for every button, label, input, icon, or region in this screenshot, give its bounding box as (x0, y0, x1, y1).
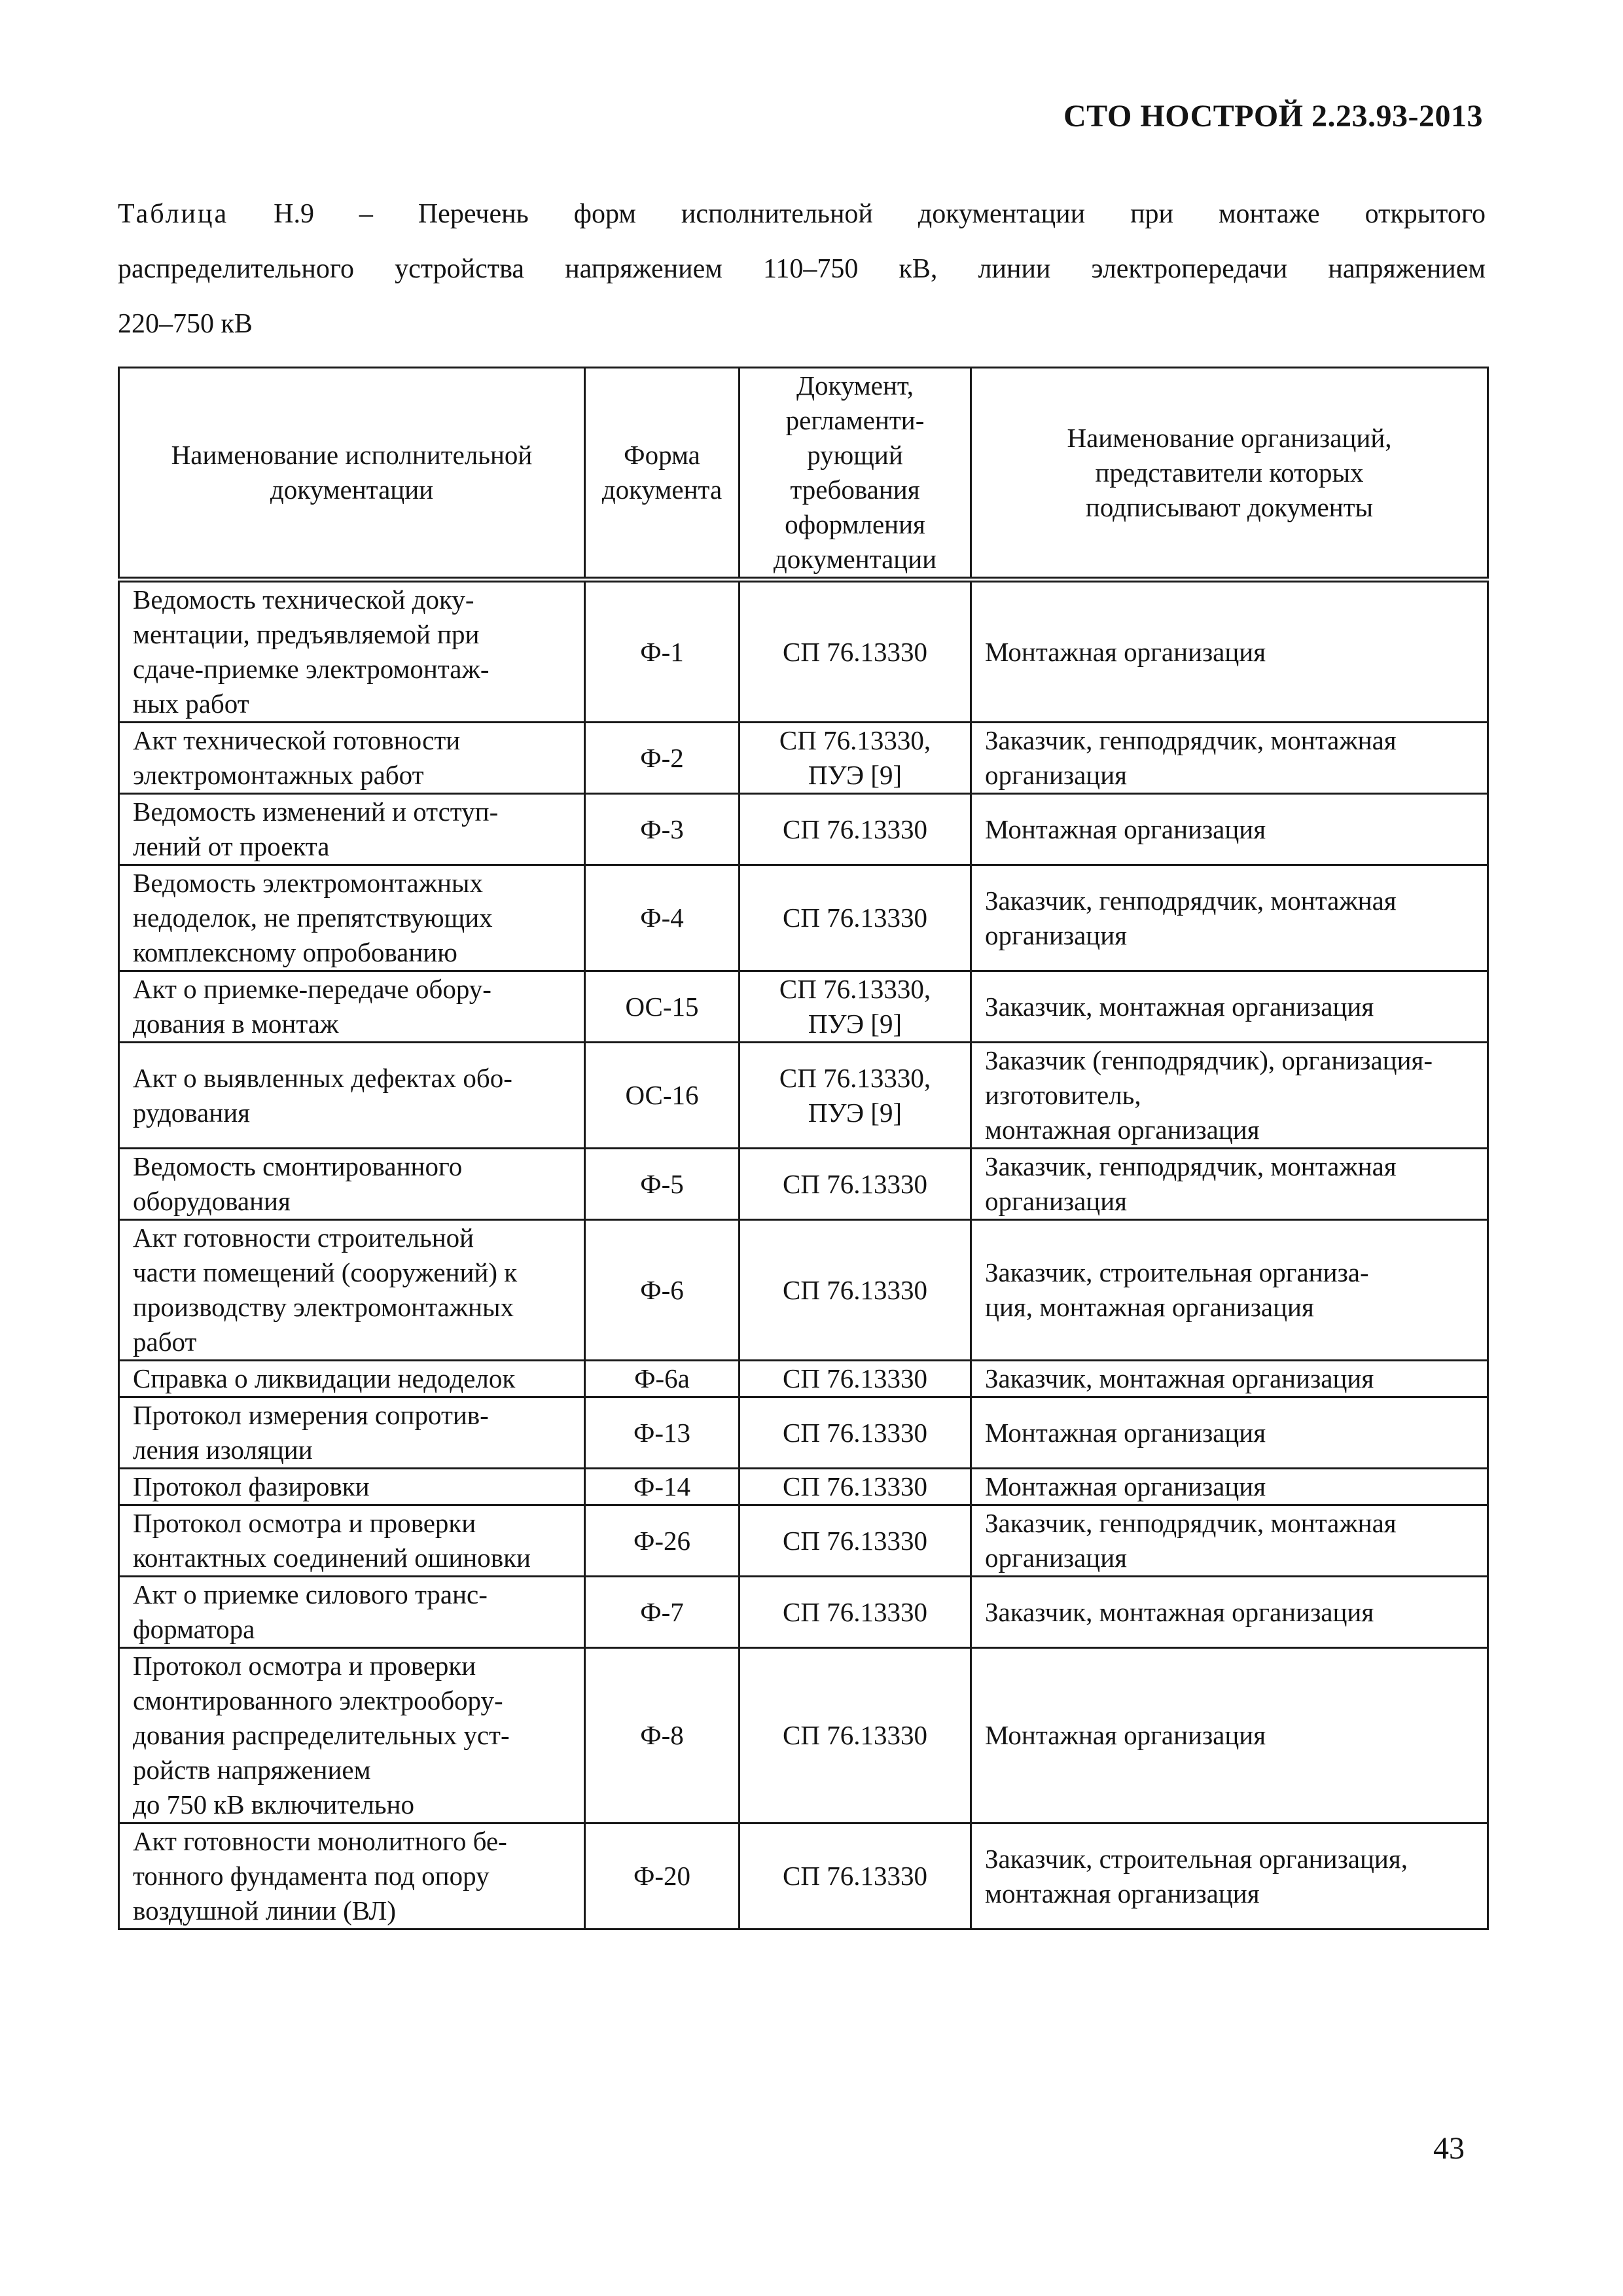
cell-organizations: Заказчик, генподрядчик, монтажная организация (971, 1149, 1488, 1220)
cell-regulation: СП 76.13330 (740, 865, 971, 971)
table-row (119, 723, 1488, 794)
cell-form: Ф-6а (585, 1361, 740, 1397)
cell-regulation: СП 76.13330 (740, 580, 971, 723)
caption-word: Таблица (118, 199, 229, 229)
page-number: 43 (1433, 2131, 1465, 2166)
table-row (119, 1505, 1488, 1577)
cell-document-name: Протокол фазировки (119, 1469, 585, 1505)
header-organizations-column: Наименование организаций, представители которых подписывают документы (971, 368, 1488, 580)
header-regulation-column: Документ, регламенти- рующий требования оформления документации (740, 368, 971, 580)
cell-organizations: Заказчик (генподрядчик), организация- изготовитель, монтажная организация (971, 1043, 1488, 1149)
cell-organizations: Заказчик, генподрядчик, монтажная организация (971, 723, 1488, 794)
cell-document-name: Ведомость смонтированного оборудования (119, 1149, 585, 1220)
cell-form: ОС-16 (585, 1043, 740, 1149)
cell-document-name: Акт технической готовности электромонтажных работ (119, 723, 585, 794)
cell-form: Ф-8 (585, 1648, 740, 1823)
cell-regulation: СП 76.13330 (740, 794, 971, 865)
cell-form: Ф-4 (585, 865, 740, 971)
cell-form: Ф-1 (585, 580, 740, 723)
cell-organizations: Заказчик, генподрядчик, монтажная организация (971, 865, 1488, 971)
cell-form: Ф-26 (585, 1505, 740, 1577)
cell-regulation: СП 76.13330 (740, 1577, 971, 1648)
cell-form: Ф-7 (585, 1577, 740, 1648)
cell-regulation: СП 76.13330, ПУЭ [9] (740, 1043, 971, 1149)
cell-document-name: Протокол осмотра и проверки смонтированного электрообору- дования распределительных уст- ройств напряжением до 750 кВ включительно (119, 1648, 585, 1823)
caption-line-1-text: Н.9 – Перечень форм исполнительной документации при монтаже открытого (274, 199, 1486, 229)
cell-organizations: Монтажная организация (971, 580, 1488, 723)
cell-document-name: Акт о приемке силового транс- форматора (119, 1577, 585, 1648)
table-row (119, 1469, 1488, 1505)
cell-organizations: Заказчик, генподрядчик, монтажная организация (971, 1505, 1488, 1577)
table-row (119, 1220, 1488, 1361)
cell-regulation: СП 76.13330 (740, 1397, 971, 1469)
cell-regulation: СП 76.13330 (740, 1361, 971, 1397)
table-row (119, 1397, 1488, 1469)
cell-regulation: СП 76.13330, ПУЭ [9] (740, 971, 971, 1043)
cell-organizations: Монтажная организация (971, 1397, 1488, 1469)
table-header (119, 368, 1488, 580)
table-row (119, 1149, 1488, 1220)
cell-regulation: СП 76.13330 (740, 1505, 971, 1577)
cell-organizations: Монтажная организация (971, 794, 1488, 865)
header-form-column: Форма документа (585, 368, 740, 580)
table-row (119, 971, 1488, 1043)
cell-form: Ф-2 (585, 723, 740, 794)
cell-regulation: СП 76.13330 (740, 1220, 971, 1361)
cell-form: Ф-20 (585, 1823, 740, 1929)
cell-document-name: Справка о ликвидации недоделок (119, 1361, 585, 1397)
cell-form: Ф-5 (585, 1149, 740, 1220)
cell-document-name: Акт готовности строительной части помещений (сооружений) к производству электромонтажных работ (119, 1220, 585, 1361)
table-row (119, 1823, 1488, 1929)
cell-form: Ф-14 (585, 1469, 740, 1505)
cell-document-name: Ведомость электромонтажных недоделок, не препятствующих комплексному опробованию (119, 865, 585, 971)
cell-organizations: Монтажная организация (971, 1648, 1488, 1823)
cell-document-name: Протокол измерения сопротив- ления изоляции (119, 1397, 585, 1469)
header-name-column: Наименование исполнительной документации (119, 368, 585, 580)
cell-document-name: Акт о приемке-передаче обору- дования в монтаж (119, 971, 585, 1043)
cell-regulation: СП 76.13330 (740, 1149, 971, 1220)
cell-organizations: Заказчик, монтажная организация (971, 971, 1488, 1043)
table-caption (118, 187, 1486, 351)
cell-document-name: Протокол осмотра и проверки контактных соединений ошиновки (119, 1505, 585, 1577)
caption-line-3: 220–750 кВ (118, 309, 253, 339)
table-row (119, 1648, 1488, 1823)
cell-regulation: СП 76.13330, ПУЭ [9] (740, 723, 971, 794)
header-row (119, 368, 1488, 580)
caption-line-1 (118, 187, 1486, 242)
cell-document-name: Акт о выявленных дефектах обо- рудования (119, 1043, 585, 1149)
cell-organizations: Заказчик, монтажная организация (971, 1361, 1488, 1397)
table-row (119, 794, 1488, 865)
table-row (119, 580, 1488, 723)
table-row (119, 1577, 1488, 1648)
table-body (119, 580, 1488, 1929)
cell-organizations: Заказчик, строительная организация, монтажная организация (971, 1823, 1488, 1929)
cell-form: ОС-15 (585, 971, 740, 1043)
cell-regulation: СП 76.13330 (740, 1469, 971, 1505)
cell-form: Ф-6 (585, 1220, 740, 1361)
table-row (119, 1361, 1488, 1397)
cell-form: Ф-3 (585, 794, 740, 865)
table-row (119, 865, 1488, 971)
cell-document-name: Ведомость изменений и отступ- лений от проекта (119, 794, 585, 865)
cell-regulation: СП 76.13330 (740, 1648, 971, 1823)
cell-regulation: СП 76.13330 (740, 1823, 971, 1929)
cell-document-name: Ведомость технической доку- ментации, предъявляемой при сдаче-приемке электромонтаж- ных работ (119, 580, 585, 723)
documentation-table (118, 367, 1489, 1930)
cell-organizations: Заказчик, монтажная организация (971, 1577, 1488, 1648)
document-code: СТО НОСТРОЙ 2.23.93-2013 (1063, 99, 1483, 134)
caption-line-2: распределительного устройства напряжением 110–750 кВ, линии электропередачи напряжением (118, 254, 1486, 284)
table-row (119, 1043, 1488, 1149)
cell-organizations: Заказчик, строительная организа- ция, монтажная организация (971, 1220, 1488, 1361)
cell-organizations: Монтажная организация (971, 1469, 1488, 1505)
cell-document-name: Акт готовности монолитного бе- тонного фундамента под опору воздушной линии (ВЛ) (119, 1823, 585, 1929)
cell-form: Ф-13 (585, 1397, 740, 1469)
